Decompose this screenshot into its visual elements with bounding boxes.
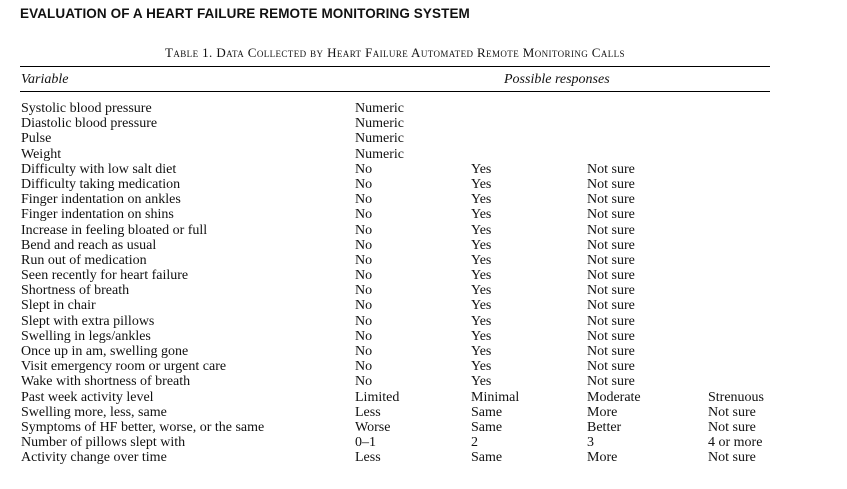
response-cell: Numeric [355,131,404,147]
table-row [0,344,847,359]
response-cell: Not sure [587,328,635,344]
response-cell: Not sure [587,237,635,253]
response-cell: Less [355,404,381,420]
response-cell: Yes [471,313,492,329]
table-row [0,390,847,405]
response-cell: No [355,298,373,314]
response-cell: Not sure [587,268,635,284]
variable-cell: Run out of medication [21,252,147,268]
response-cell: Same [471,419,503,435]
table-header-rule [20,91,770,92]
response-cell: Yes [471,237,492,253]
table-row [0,101,847,116]
variable-cell: Diastolic blood pressure [21,116,158,132]
response-cell: More [587,450,618,466]
table-row [0,162,847,177]
response-cell: Yes [471,222,492,238]
variable-cell: Difficulty taking medication [21,176,181,192]
variable-cell: Slept with extra pillows [21,313,155,329]
table-row [0,177,847,192]
response-cell: Not sure [708,450,756,466]
response-cell: Yes [471,268,492,284]
response-cell: Better [587,419,622,435]
variable-cell: Number of pillows slept with [21,435,186,451]
variable-cell: Weight [21,146,62,162]
variable-cell: Pulse [21,131,52,147]
response-cell: Moderate [587,389,641,405]
response-cell: Same [471,404,503,420]
variable-cell: Finger indentation on shins [21,207,174,223]
response-cell: Yes [471,207,492,223]
variable-cell: Shortness of breath [21,283,130,299]
response-cell: No [355,222,373,238]
response-cell: Numeric [355,116,404,132]
table-row [0,435,847,450]
header-possible-responses: Possible responses [504,72,610,87]
response-cell: No [355,283,373,299]
table-row [0,192,847,207]
response-cell: Not sure [587,207,635,223]
response-cell: Not sure [587,374,635,390]
table-row [0,405,847,420]
variable-cell: Increase in feeling bloated or full [21,222,208,238]
variable-cell: Once up in am, swelling gone [21,344,189,359]
response-cell: Yes [471,344,492,359]
response-cell: No [355,237,373,253]
response-cell: Yes [471,298,492,314]
table-label: Table 1. [165,45,213,60]
response-cell: 4 or more [708,435,763,451]
running-head: EVALUATION OF A HEART FAILURE REMOTE MONITORING SYSTEM [20,6,470,21]
variable-cell: Finger indentation on ankles [21,192,181,208]
response-cell: No [355,192,373,208]
table-row [0,253,847,268]
table-row [0,116,847,131]
response-cell: Not sure [587,252,635,268]
response-cell: Yes [471,328,492,344]
variable-cell: Systolic blood pressure [21,101,152,116]
table-row [0,329,847,344]
response-cell: Not sure [587,344,635,359]
variable-cell: Seen recently for heart failure [21,268,189,284]
variable-cell: Wake with shortness of breath [21,374,191,390]
variable-cell: Activity change over time [21,450,167,466]
header-variable: Variable [21,72,69,87]
variable-cell: Swelling more, less, same [21,404,167,420]
response-cell: Less [355,450,381,466]
table-row [0,450,847,465]
response-cell: No [355,207,373,223]
variable-cell: Slept in chair [21,298,96,314]
response-cell: 3 [587,435,594,451]
table-title: Data Collected by Heart Failure Automated Remote Monitoring Calls [216,45,625,60]
response-cell: No [355,344,373,359]
response-cell: Not sure [587,222,635,238]
response-cell: Numeric [355,146,404,162]
table-top-rule [20,66,770,67]
response-cell: Not sure [587,176,635,192]
table-row [0,283,847,298]
table-row [0,420,847,435]
response-cell: No [355,161,373,177]
table-row [0,147,847,162]
table-row [0,238,847,253]
response-cell: Numeric [355,101,404,116]
response-cell: Yes [471,161,492,177]
response-cell: Not sure [587,313,635,329]
response-cell: Not sure [708,404,756,420]
response-cell: Limited [355,389,400,405]
response-cell: No [355,313,373,329]
response-cell: Not sure [587,283,635,299]
response-cell: No [355,252,373,268]
response-cell: No [355,176,373,192]
variable-cell: Past week activity level [21,389,154,405]
response-cell: 0–1 [355,435,376,451]
response-cell: No [355,328,373,344]
response-cell: Same [471,450,503,466]
response-cell: Yes [471,283,492,299]
table-row [0,223,847,238]
variable-cell: Symptoms of HF better, worse, or the same [21,419,265,435]
variable-cell: Bend and reach as usual [21,237,157,253]
response-cell: Not sure [587,298,635,314]
response-cell: Worse [355,419,391,435]
response-cell: Strenuous [708,389,764,405]
response-cell: Yes [471,359,492,375]
table-row [0,268,847,283]
response-cell: Yes [471,252,492,268]
table-row [0,131,847,146]
response-cell: 2 [471,435,478,451]
response-cell: More [587,404,618,420]
table-row [0,314,847,329]
response-cell: Not sure [587,359,635,375]
table-body [0,101,847,466]
table-row [0,298,847,313]
response-cell: No [355,268,373,284]
table-header-row [0,72,847,90]
response-cell: Not sure [587,161,635,177]
table-caption [20,45,770,61]
response-cell: Not sure [587,192,635,208]
response-cell: Yes [471,192,492,208]
table-row [0,374,847,389]
response-cell: Not sure [708,419,756,435]
variable-cell: Difficulty with low salt diet [21,161,177,177]
table-row [0,359,847,374]
table-row [0,207,847,222]
response-cell: No [355,374,373,390]
response-cell: No [355,359,373,375]
response-cell: Minimal [471,389,520,405]
variable-cell: Visit emergency room or urgent care [21,359,227,375]
response-cell: Yes [471,374,492,390]
response-cell: Yes [471,176,492,192]
variable-cell: Swelling in legs/ankles [21,328,151,344]
